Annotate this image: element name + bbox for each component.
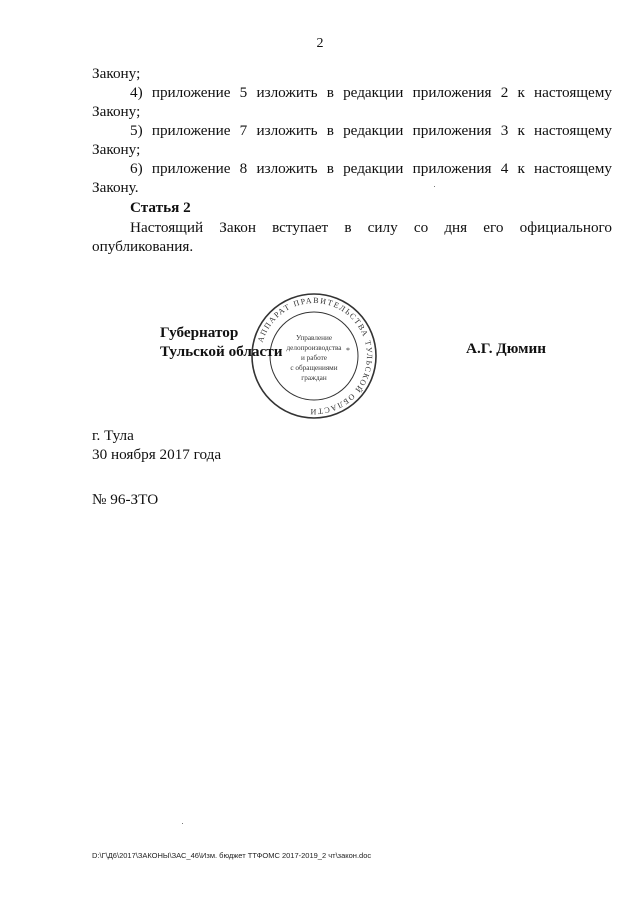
article-heading: Статья 2 xyxy=(130,199,191,216)
signatory-title xyxy=(160,323,282,361)
date: 30 ноября 2017 года xyxy=(92,446,222,463)
stamp-line: граждан xyxy=(301,374,327,382)
text-line: 4) приложение 5 изложить в редакции приложения 2 к настоящему xyxy=(130,84,612,101)
stamp-line: с обращениями xyxy=(290,364,338,372)
page-number: 2 xyxy=(316,36,324,51)
article-text xyxy=(92,218,612,256)
amendment-list xyxy=(92,64,612,197)
stamp-ring-text: АППАРАТ ПРАВИТЕЛЬСТВА ТУЛЬСКОЙ ОБЛАСТИ xyxy=(255,295,375,417)
text-line: опубликования. xyxy=(92,238,194,255)
file-path-footer: D:\Г\Д6\2017\ЗАКОНЫ\ЗАС_46\Изм. бюджет ТТФОМС 2017-2019_2 чт\закон.doc xyxy=(92,851,372,860)
place: г. Тула xyxy=(92,427,134,444)
text-line: Закону; xyxy=(92,65,141,82)
place-and-date xyxy=(92,426,221,464)
signatory-title-line: Тульской области xyxy=(160,343,283,360)
scan-speck xyxy=(434,186,435,187)
stamp-line: делопроизводства xyxy=(286,344,342,352)
text-line: 5) приложение 7 изложить в редакции приложения 3 к настоящему xyxy=(130,122,612,139)
stamp-line: и работе xyxy=(301,354,327,362)
stamp-line: Управление xyxy=(295,334,333,342)
scan-speck xyxy=(182,823,183,824)
signatory-name: А.Г. Дюмин xyxy=(466,340,547,357)
signatory-title-line: Губернатор xyxy=(160,324,239,341)
text-line: Настоящий Закон вступает в силу со дня его официального xyxy=(130,219,612,236)
text-line: 6) приложение 8 изложить в редакции приложения 4 к настоящему xyxy=(130,160,612,177)
svg-text:*: * xyxy=(346,346,350,355)
text-line: Закону; xyxy=(92,141,141,158)
text-line: Закону. xyxy=(92,179,139,196)
text-line: Закону; xyxy=(92,103,141,120)
law-number: № 96-ЗТО xyxy=(92,491,159,508)
